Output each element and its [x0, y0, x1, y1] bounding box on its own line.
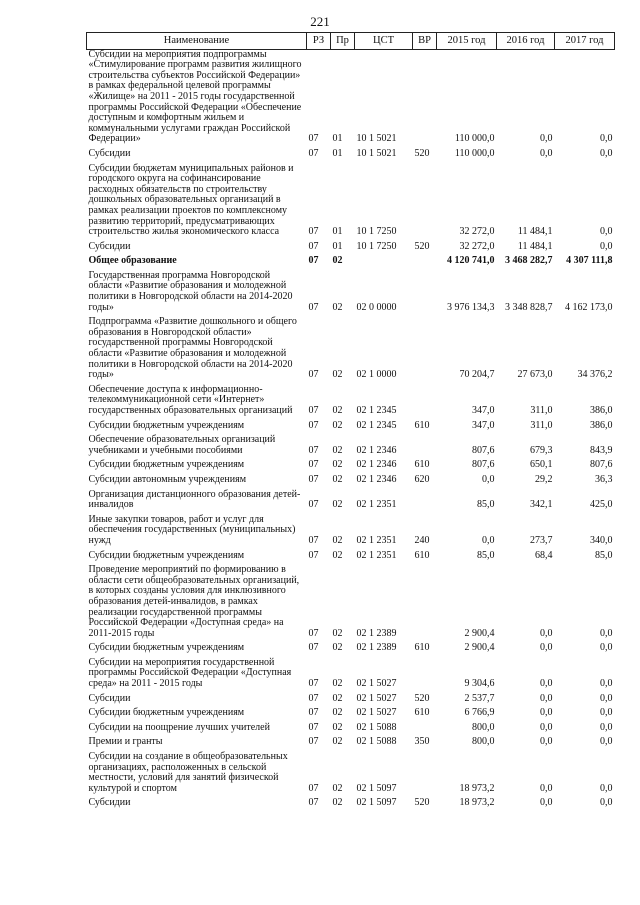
row-2015: 85,0: [477, 549, 495, 561]
row-2017: 0,0: [600, 226, 613, 238]
row-2015: 0,0: [482, 534, 495, 546]
row-name: Обеспечение доступа к информационно-телекоммуникационной сети «Интернет» государственных образовательных организаций: [88, 383, 293, 416]
header-2016: 2016 год: [497, 33, 555, 50]
row-vr: [413, 490, 437, 515]
row-cst: 02 1 5027: [356, 692, 397, 704]
row-pr: 02: [332, 419, 343, 431]
header-vr: ВР: [413, 33, 437, 50]
row-vr: 520: [414, 147, 430, 159]
row-pr: 02: [332, 499, 343, 511]
row-rz: 07: [308, 627, 319, 639]
row-rz: 07: [308, 707, 319, 719]
row-cst: 02 1 5027: [356, 678, 397, 690]
row-2015: 0,0: [482, 473, 495, 485]
row-cst: 02 1 2351: [356, 534, 397, 546]
row-rz: 07: [308, 405, 319, 416]
row-name: Субсидии бюджетным учреждениям: [88, 707, 245, 719]
row-cst: 02 1 5088: [356, 736, 397, 748]
row-name: Субсидии бюджетным учреждениям: [88, 642, 245, 654]
row-rz: 07: [308, 459, 319, 471]
row-rz: 07: [308, 678, 319, 690]
header-name: Наименование: [87, 33, 307, 50]
table-row: [87, 242, 615, 257]
row-name: Субсидии на поощрение лучших учителей: [88, 721, 270, 733]
row-cst: 02 1 2351: [356, 549, 397, 561]
row-rz: 07: [308, 797, 319, 809]
row-2016: 342,1: [530, 499, 553, 511]
row-2016: 0,0: [540, 721, 553, 733]
row-2017: 807,6: [590, 459, 613, 471]
row-2016: 0,0: [540, 797, 553, 809]
row-rz: 07: [308, 419, 319, 431]
row-name: Организация дистанционного образования детей-инвалидов: [88, 488, 301, 511]
row-vr: [413, 256, 437, 271]
row-rz: 07: [308, 534, 319, 546]
row-2017: 425,0: [590, 499, 613, 511]
row-rz: 07: [308, 301, 319, 313]
row-name: Проведение мероприятий по формированию в области сети общеобразовательных организаций, в которых созданы условия для инклюзивного образования детей-инвалидов, в рамках реализации государственной программы Российской Федерации «Доступная среда» на 2011-2015 годы: [88, 564, 300, 639]
table-row: [87, 271, 615, 317]
table-row: [87, 798, 615, 813]
row-pr: 02: [332, 692, 343, 704]
row-2017: 4 307 111,8: [566, 255, 613, 267]
header-2017: 2017 год: [555, 33, 615, 50]
row-vr: [413, 164, 437, 242]
table-row: [87, 460, 615, 475]
row-rz: 07: [308, 499, 319, 511]
row-cst: 02 1 2351: [356, 499, 397, 511]
row-2015: 4 120 741,0: [447, 255, 495, 267]
row-vr: 620: [414, 473, 430, 485]
row-2015: 800,0: [472, 736, 495, 748]
row-rz: 07: [308, 721, 319, 733]
table-row: [87, 515, 615, 551]
row-2017: 0,0: [600, 147, 613, 159]
row-rz: 07: [308, 444, 319, 456]
row-cst: 02 1 2389: [356, 627, 397, 639]
row-2016: 0,0: [540, 707, 553, 719]
row-pr: 02: [332, 736, 343, 748]
header-2015: 2015 год: [437, 33, 497, 50]
row-2016: 0,0: [540, 133, 553, 145]
row-rz: 07: [308, 226, 319, 238]
row-rz: 07: [308, 692, 319, 704]
row-2017: 85,0: [595, 549, 613, 561]
row-2016: 3 348 828,7: [505, 301, 553, 313]
row-pr: 02: [332, 405, 343, 416]
row-rz: 07: [308, 642, 319, 654]
row-2015: 85,0: [477, 499, 495, 511]
row-pr: 01: [332, 226, 343, 238]
row-2017: 0,0: [600, 707, 613, 719]
row-2015: 70 204,7: [459, 369, 495, 381]
row-name: Обеспечение образовательных организаций учебниками и учебными пособиями: [88, 434, 276, 456]
table-row: [87, 658, 615, 694]
row-2017: 0,0: [600, 692, 613, 704]
row-name: Субсидии на мероприятия подпрограммы «Стимулирование программ развития жилищного строительства субъектов Российской Федерации» в рамках федеральной целевой программы «Жилище» на 2011 - 2015 годы государственной программы Российской Федерации «Обеспечение доступным и комфортным жильем и коммунальными услугами граждан Российской Федерации»: [88, 48, 302, 145]
row-name: Премии и гранты: [88, 736, 163, 748]
row-2015: 32 272,0: [459, 240, 495, 252]
row-name: Общее образование: [88, 255, 177, 267]
header-pr: Пр: [331, 33, 355, 50]
row-2017: 0,0: [600, 627, 613, 639]
row-name: Субсидии бюджетным учреждениям: [88, 459, 245, 471]
header-cst: ЦСТ: [355, 33, 413, 50]
row-rz: 07: [308, 240, 319, 252]
row-2015: 32 272,0: [459, 226, 495, 238]
table-row: [87, 421, 615, 436]
row-2016: 27 673,0: [517, 369, 553, 381]
row-pr: 02: [332, 549, 343, 561]
row-2015: 347,0: [472, 419, 495, 431]
row-name: Субсидии: [88, 797, 131, 809]
row-2016: 0,0: [540, 627, 553, 639]
row-pr: 02: [332, 721, 343, 733]
row-pr: 02: [332, 473, 343, 485]
row-vr: [413, 435, 437, 460]
table-row: [87, 737, 615, 752]
row-2015: 2 900,4: [464, 627, 495, 639]
row-2015: 2 900,4: [464, 642, 495, 654]
row-2016: 311,0: [530, 405, 553, 416]
table-row: [87, 752, 615, 798]
row-pr: 02: [332, 301, 343, 313]
table-row: [87, 694, 615, 709]
row-rz: 07: [308, 782, 319, 794]
row-2017: 0,0: [600, 642, 613, 654]
row-cst: 02 1 5097: [356, 782, 397, 794]
row-name: Субсидии: [88, 692, 131, 704]
row-2015: 807,6: [472, 459, 495, 471]
row-cst: 02 1 2345: [356, 419, 397, 431]
row-pr: 02: [332, 707, 343, 719]
table-row: [87, 723, 615, 738]
row-pr: 02: [332, 627, 343, 639]
row-cst: 10 1 7250: [356, 226, 397, 238]
row-2017: 0,0: [600, 240, 613, 252]
row-name: Субсидии на создание в общеобразовательных организациях, расположенных в сельской местности, условий для занятий физической культурой и спортом: [88, 751, 288, 794]
row-pr: 02: [332, 782, 343, 794]
row-2016: 311,0: [530, 419, 553, 431]
row-2017: 4 162 173,0: [565, 301, 613, 313]
row-vr: [413, 723, 437, 738]
table-header: [87, 33, 615, 50]
row-cst: 02 1 5097: [356, 797, 397, 809]
row-2015: 800,0: [472, 721, 495, 733]
row-2016: 0,0: [540, 678, 553, 690]
row-vr: [413, 49, 437, 149]
row-2017: 0,0: [600, 797, 613, 809]
row-cst: 02 1 0000: [356, 369, 397, 381]
row-pr: 02: [332, 459, 343, 471]
row-2017: 843,9: [590, 444, 613, 456]
row-vr: [413, 385, 437, 421]
row-2016: 0,0: [540, 692, 553, 704]
row-2015: 110 000,0: [454, 147, 495, 159]
row-cst: 02 1 5088: [356, 721, 397, 733]
row-name: Субсидии бюджетам муниципальных районов и городского округа на софинансирование расходных обязательств по строительству дошкольных образовательных организаций в рамках реализации проектов по комплексному развитию территорий, предусматривающих строительство жилья экономического класса: [88, 162, 294, 238]
row-name: Субсидии: [88, 240, 131, 252]
row-2017: 0,0: [600, 782, 613, 794]
row-2017: 0,0: [600, 133, 613, 145]
row-2017: 0,0: [600, 678, 613, 690]
row-name: Государственная программа Новгородской области «Развитие образования и молодежной политики в Новгородской области на 2014-2020 годы»: [88, 269, 293, 313]
row-rz: 07: [308, 473, 319, 485]
row-2017: 36,3: [595, 473, 613, 485]
row-pr: 01: [332, 240, 343, 252]
row-2015: 6 766,9: [464, 707, 495, 719]
row-cst: 02 1 2346: [356, 444, 397, 456]
row-vr: [413, 565, 437, 643]
row-cst: 10 1 7250: [356, 240, 397, 252]
table-row: [87, 385, 615, 421]
row-vr: 520: [414, 692, 430, 704]
row-2017: 386,0: [590, 419, 613, 431]
row-vr: 610: [414, 549, 430, 561]
header-row: [87, 33, 615, 50]
row-cst: 02 1 5027: [356, 707, 397, 719]
row-2016: 3 468 282,7: [505, 255, 553, 267]
table-row: [87, 164, 615, 242]
row-2015: 347,0: [472, 405, 495, 416]
row-rz: 07: [308, 549, 319, 561]
row-2015: 18 973,2: [459, 782, 495, 794]
row-vr: 610: [414, 707, 430, 719]
row-cst: [355, 256, 413, 271]
budget-table: [86, 32, 615, 813]
row-2016: 68,4: [535, 549, 553, 561]
row-2017: 0,0: [600, 736, 613, 748]
row-name: Субсидии автономным учреждениям: [88, 473, 247, 485]
row-2017: 0,0: [600, 721, 613, 733]
table-row: [87, 317, 615, 385]
row-pr: 02: [332, 369, 343, 381]
row-2016: 273,7: [530, 534, 553, 546]
page-number: 221: [310, 14, 330, 29]
row-2016: 11 484,1: [517, 226, 553, 238]
row-cst: 02 1 2345: [356, 405, 397, 416]
row-pr: 02: [332, 642, 343, 654]
row-2015: 3 976 134,3: [447, 301, 495, 313]
row-cst: 10 1 5021: [356, 133, 397, 145]
row-pr: 02: [332, 255, 343, 267]
row-pr: 02: [332, 444, 343, 456]
row-2016: 29,2: [535, 473, 553, 485]
row-rz: 07: [308, 133, 319, 145]
row-rz: 07: [308, 736, 319, 748]
row-2015: 2 537,7: [464, 692, 495, 704]
row-name: Подпрограмма «Развитие дошкольного и общего образования в Новгородской области» государственной программы Новгородской области «Развитие образования и молодежной политики в Новгородской области на 2014-2020 годы»: [88, 316, 297, 381]
row-2015: 9 304,6: [464, 678, 495, 690]
row-2016: 11 484,1: [517, 240, 553, 252]
table-row: [87, 49, 615, 149]
row-vr: 350: [414, 736, 430, 748]
row-cst: 02 0 0000: [356, 301, 397, 313]
row-name: Субсидии: [88, 147, 131, 159]
table-row: [87, 565, 615, 643]
header-rz: РЗ: [307, 33, 331, 50]
row-2015: 18 973,2: [459, 797, 495, 809]
row-vr: 240: [414, 534, 430, 546]
table-row: [87, 435, 615, 460]
table-row: [87, 708, 615, 723]
row-vr: 520: [414, 797, 430, 809]
row-name: Иные закупки товаров, работ и услуг для обеспечения государственных (муниципальных) нужд: [88, 513, 296, 546]
row-vr: 520: [414, 240, 430, 252]
row-vr: [413, 752, 437, 798]
row-name: Субсидии на мероприятия государственной программы Российской Федерации «Доступная среда» на 2011 - 2015 годы: [88, 656, 292, 690]
row-2015: 807,6: [472, 444, 495, 456]
row-2016: 679,3: [530, 444, 553, 456]
row-2017: 340,0: [590, 534, 613, 546]
table-row: [87, 256, 615, 271]
row-vr: 610: [414, 459, 430, 471]
row-2016: 0,0: [540, 147, 553, 159]
row-cst: 02 1 2346: [356, 459, 397, 471]
row-2015: 110 000,0: [454, 133, 495, 145]
row-cst: 02 1 2389: [356, 642, 397, 654]
row-name: Субсидии бюджетным учреждениям: [88, 549, 245, 561]
row-rz: 07: [308, 255, 319, 267]
table-row: [87, 490, 615, 515]
row-2017: 386,0: [590, 405, 613, 416]
table-body: [87, 49, 615, 813]
row-pr: 02: [332, 534, 343, 546]
row-rz: 07: [308, 369, 319, 381]
row-rz: 07: [308, 147, 319, 159]
row-pr: 02: [332, 797, 343, 809]
row-vr: 610: [414, 642, 430, 654]
table-row: [87, 643, 615, 658]
row-vr: [413, 271, 437, 317]
row-2016: 0,0: [540, 782, 553, 794]
row-vr: [413, 317, 437, 385]
table-row: [87, 475, 615, 490]
row-2017: 34 376,2: [577, 369, 613, 381]
row-2016: 0,0: [540, 736, 553, 748]
row-cst: 02 1 2346: [356, 473, 397, 485]
table-row: [87, 551, 615, 566]
row-cst: 10 1 5021: [356, 147, 397, 159]
row-name: Субсидии бюджетным учреждениям: [88, 419, 245, 431]
row-2016: 650,1: [530, 459, 553, 471]
row-vr: [413, 658, 437, 694]
row-pr: 01: [332, 133, 343, 145]
row-pr: 02: [332, 678, 343, 690]
table-row: [87, 149, 615, 164]
row-vr: 610: [414, 419, 430, 431]
row-2016: 0,0: [540, 642, 553, 654]
row-pr: 01: [332, 147, 343, 159]
